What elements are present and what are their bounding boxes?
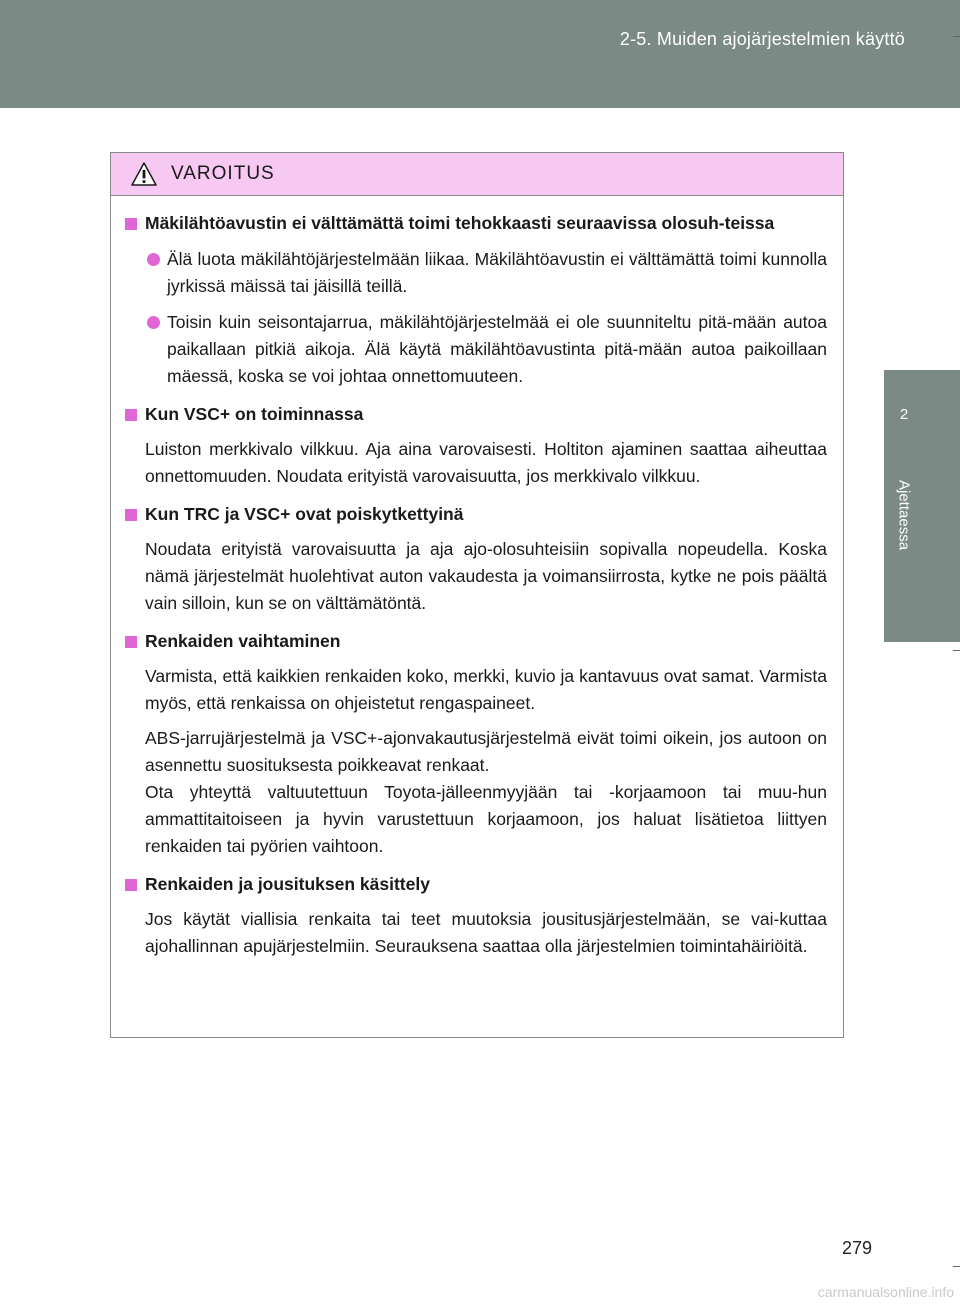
crop-mark	[953, 1266, 960, 1267]
warning-section	[121, 871, 827, 960]
square-bullet-icon	[125, 218, 137, 230]
paragraph: Jos käytät viallisia renkaita tai teet muutoksia jousitusjärjestelmään, se vai-kuttaa ajohallinnan apujärjestelmiin. Seurauksena saattaa olla järjestelmien toimintahäiriöitä.	[145, 909, 827, 956]
watermark: carmanualsonline.info	[817, 1284, 954, 1300]
paragraph: Luiston merkkivalo vilkkuu. Aja aina varovaisesti. Holtiton ajaminen saattaa aiheuttaa onnettomuuden. Noudata erityistä varovaisuutta, jos merkkivalo vilkkuu.	[145, 439, 827, 486]
section-title-text: Kun TRC ja VSC+ ovat poiskytkettyinä	[145, 504, 464, 524]
paragraph: Varmista, että kaikkien renkaiden koko, merkki, kuvio ja kantavuus ovat samat. Varmista myös, että renkaissa on ohjeistetut rengaspaineet.	[145, 666, 827, 713]
warning-body	[111, 196, 843, 960]
header-band	[0, 0, 960, 108]
chapter-label: Ajettaessa	[895, 480, 913, 551]
square-bullet-icon	[125, 636, 137, 648]
warning-section	[121, 210, 827, 390]
paragraph: Ota yhteyttä valtuutettuun Toyota-jälleenmyyjään tai -korjaamoon tai muu-hun ammattitaitoiseen ja hyvin varustettuun korjaamoon, jos haluat lisätietoa liittyen renkaiden tai pyörien vaihtoon.	[145, 782, 827, 856]
bullet-item	[121, 246, 827, 300]
warning-section	[121, 501, 827, 617]
warning-triangle-icon	[131, 162, 157, 186]
bullet-text: Älä luota mäkilähtöjärjestelmään liikaa. Mäkilähtöavustin ei välttämättä toimi kunnolla jyrkissä mäissä tai jäisillä teillä.	[167, 249, 827, 296]
section-title-text: Kun VSC+ on toiminnassa	[145, 404, 364, 424]
round-bullet-icon	[147, 316, 160, 329]
section-title	[121, 871, 827, 898]
section-title-text: Mäkilähtöavustin ei välttämättä toimi tehokkaasti seuraavissa olosuh-teissa	[145, 213, 775, 233]
page-number: 279	[841, 1238, 872, 1258]
paragraph: Noudata erityistä varovaisuutta ja aja ajo-olosuhteisiin sopivalla nopeudella. Koska nämä järjestelmät huolehtivat auton vakaudesta ja voimansiirrosta, kytke ne pois päältä vain silloin, kun se on välttämätöntä.	[145, 539, 827, 613]
section-title-text: Renkaiden ja jousituksen käsittely	[145, 874, 430, 894]
section-title	[121, 628, 827, 655]
square-bullet-icon	[125, 879, 137, 891]
chapter-number: 2	[899, 406, 909, 423]
section-title	[121, 501, 827, 528]
warning-section	[121, 628, 827, 860]
warning-box	[110, 152, 844, 1038]
square-bullet-icon	[125, 409, 137, 421]
section-title-text: Renkaiden vaihtaminen	[145, 631, 341, 651]
crop-mark	[953, 650, 960, 651]
warning-title: VAROITUS	[171, 163, 275, 184]
bullet-item	[121, 309, 827, 390]
chapter-tab	[884, 370, 960, 642]
round-bullet-icon	[147, 253, 160, 266]
paragraph: ABS-jarrujärjestelmä ja VSC+-ajonvakautusjärjestelmä eivät toimi oikein, jos autoon on asennettu suosituksesta poikkeavat renkaat.	[145, 728, 827, 775]
section-title	[121, 401, 827, 428]
crop-mark	[953, 36, 960, 37]
section-header: 2-5. Muiden ajojärjestelmien käyttö	[619, 29, 905, 49]
bullet-text: Toisin kuin seisontajarrua, mäkilähtöjärjestelmää ei ole suunniteltu pitä-mään autoa paikallaan pitkiä aikoja. Älä käytä mäkilähtöavustinta pitä-mään autoa paikoillaan mäessä, koska se voi johtaa onnettomuuteen.	[167, 312, 827, 386]
warning-section	[121, 401, 827, 490]
section-title	[121, 210, 827, 237]
square-bullet-icon	[125, 509, 137, 521]
warning-header	[111, 153, 843, 196]
